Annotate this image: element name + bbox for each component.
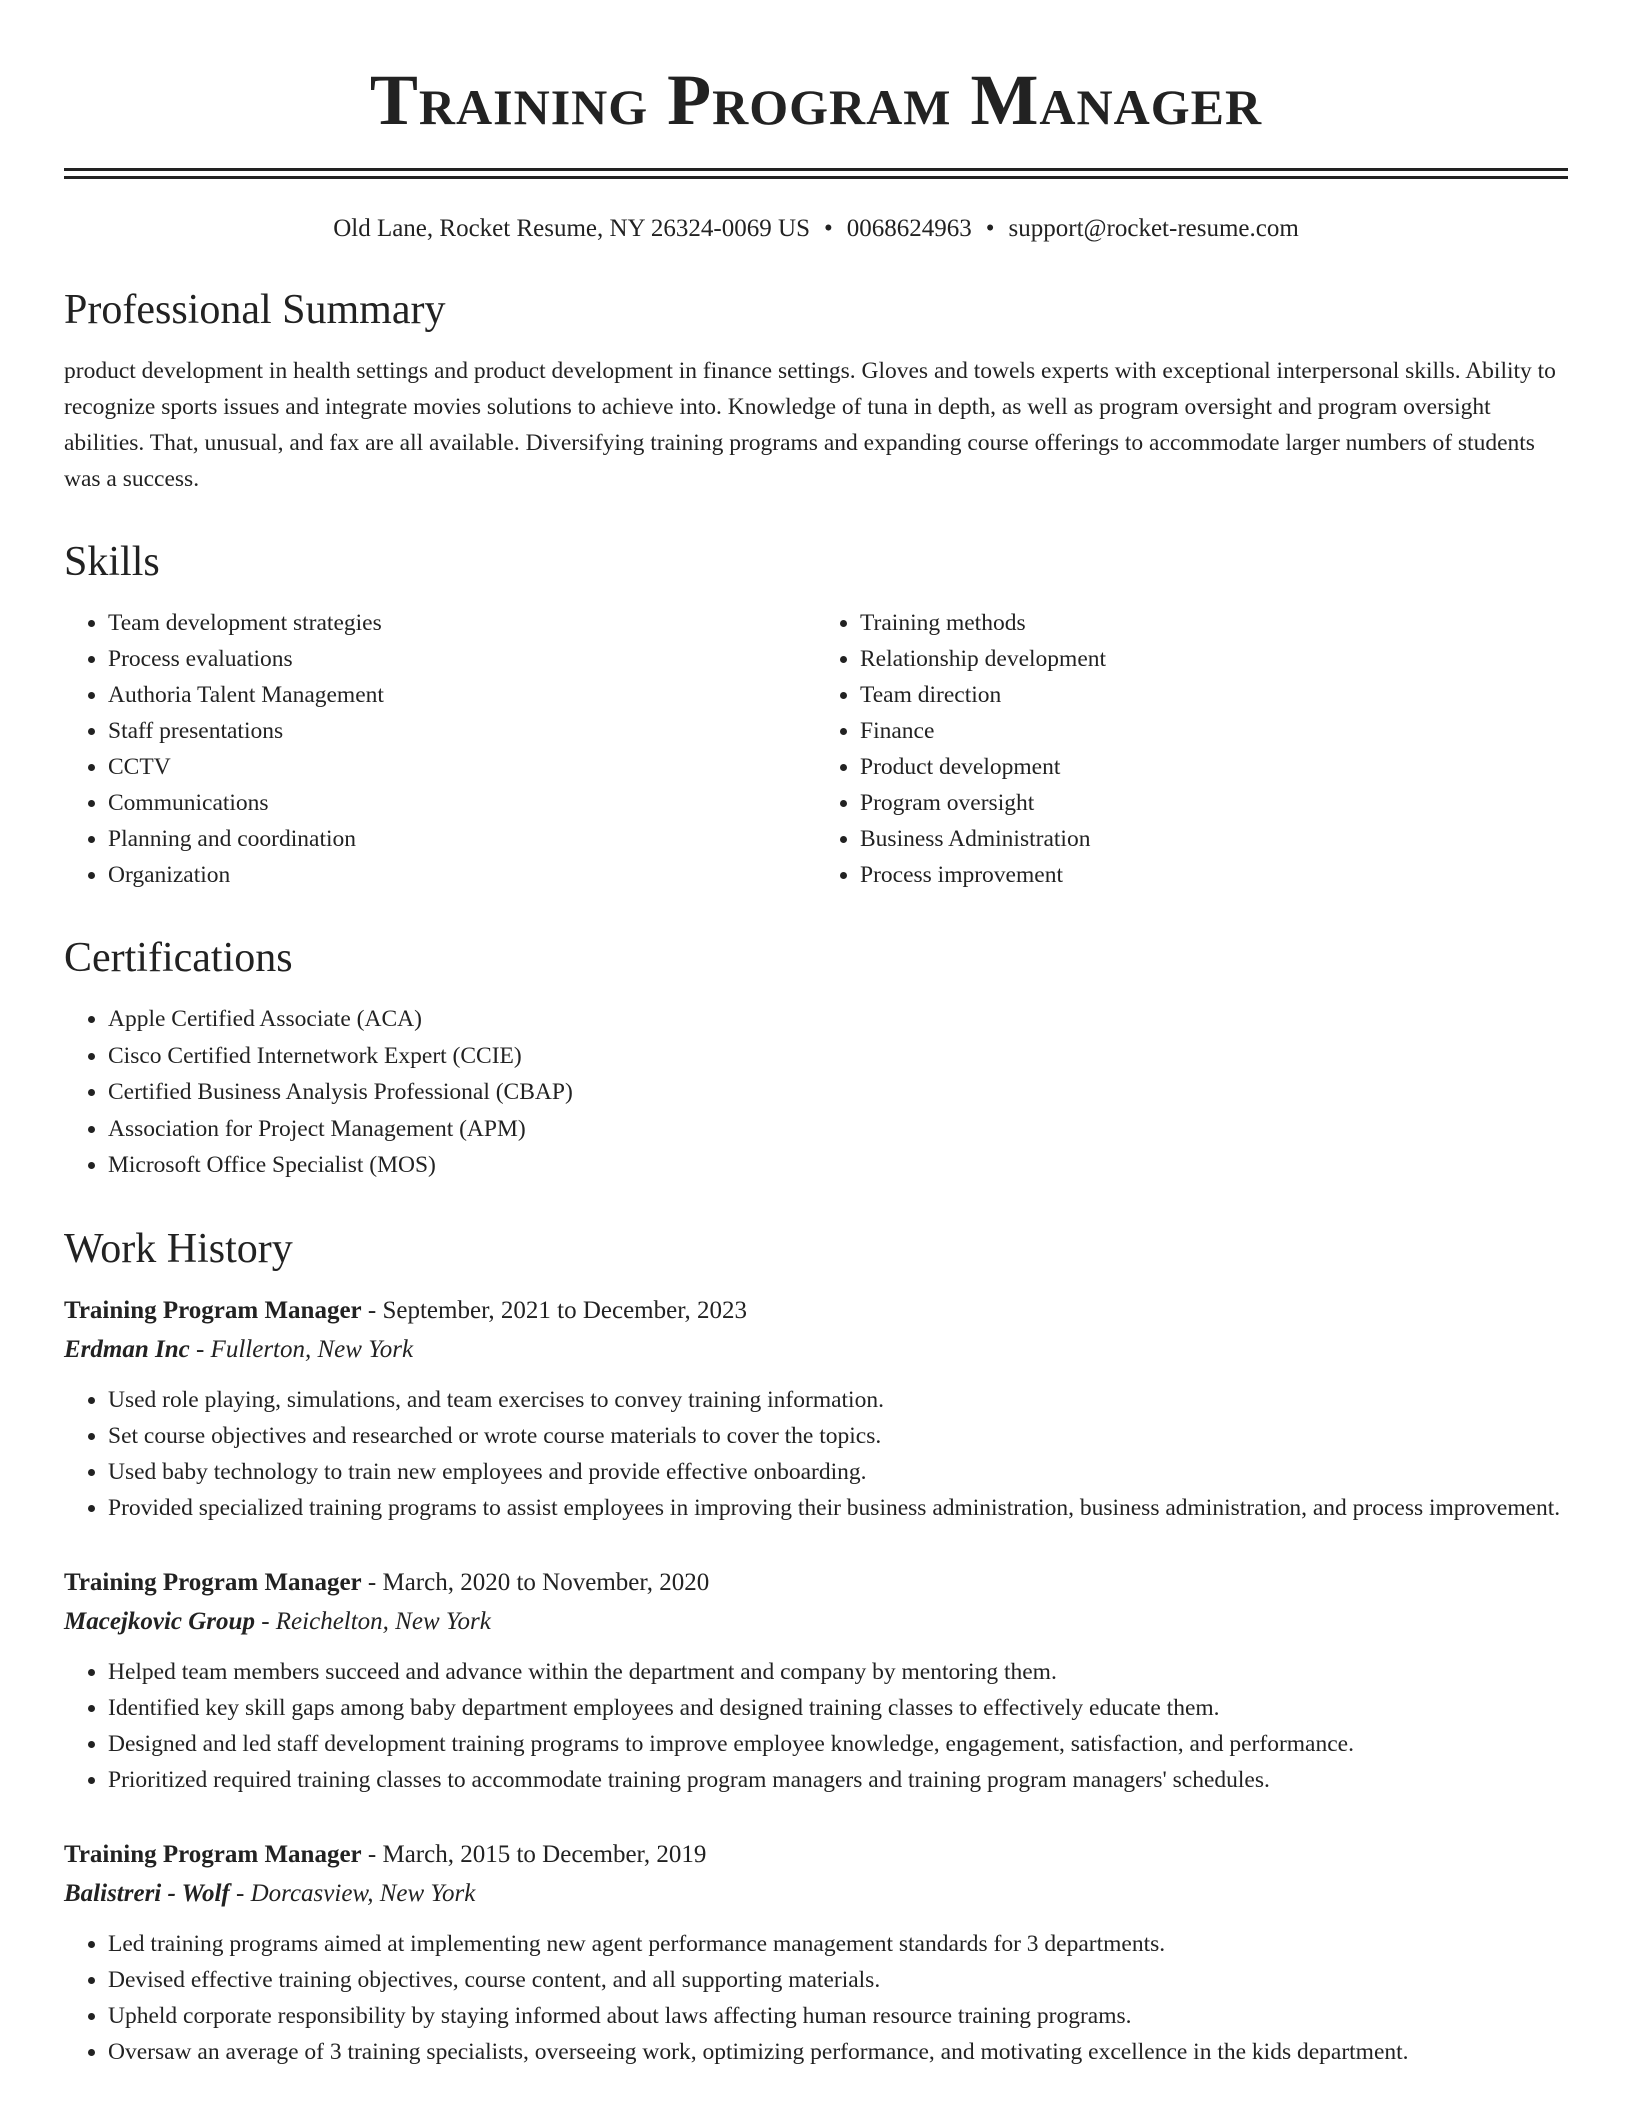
certifications-list [64, 1001, 1568, 1184]
job-bullet: • Used role playing, simulations, and team exercises to convey training information. [108, 1382, 1568, 1418]
job-entry [64, 1292, 1568, 1526]
skills-columns [64, 605, 1568, 893]
skills-list-right [816, 605, 1568, 893]
skill-item: • Planning and coordination [108, 821, 816, 857]
certification-item: • Association for Project Management (APM) [108, 1111, 1568, 1148]
skills-list-left [64, 605, 816, 893]
job-bullet: • Helped team members succeed and advance within the department and company by mentoring them. [108, 1654, 1568, 1690]
job-location: - Dorcasview, New York [229, 1879, 476, 1907]
skill-item: • Training methods [860, 605, 1568, 641]
job-location: - Reichelton, New York [254, 1607, 491, 1635]
skill-item: • Finance [860, 713, 1568, 749]
work-history-heading: Work History [64, 1225, 293, 1272]
certification-item: • Cisco Certified Internetwork Expert (CCIE) [108, 1038, 1568, 1075]
job-dates: - March, 2015 to December, 2019 [361, 1840, 707, 1868]
job-bullet: • Led training programs aimed at implementing new agent performance management standards for 3 departments. [108, 1926, 1568, 1962]
job-entry [64, 1836, 1568, 2070]
contact-separator: • [823, 215, 833, 242]
job-employer [64, 1874, 1568, 1914]
skill-item: • Organization [108, 857, 816, 893]
certification-item: • Apple Certified Associate (ACA) [108, 1001, 1568, 1038]
summary-text: product development in health settings and product development in finance settings. Gloves and towels experts with exceptional interpersonal skills. Ability to recognize sports issues and integrate movies solutions to achieve into. Knowledge of tuna in depth, as well as program oversight and program oversight abilities. That, unusual, and fax are all available. Diversifying training programs and expanding course offerings to accommodate larger numbers of students was a success. [64, 358, 1556, 492]
resume-title: Training Program Manager [369, 60, 1263, 140]
job-company: Balistreri - Wolf [64, 1879, 230, 1907]
contact-line [64, 213, 1568, 245]
job-title: Training Program Manager [64, 1296, 362, 1324]
job-bullets [64, 1926, 1568, 2070]
skills-heading: Skills [64, 539, 160, 585]
contact-phone: 0068624963 [846, 215, 972, 242]
job-employer [64, 1330, 1568, 1370]
skill-item: • Staff presentations [108, 713, 816, 749]
skill-item: • Communications [108, 785, 816, 821]
job-header [64, 1564, 1568, 1602]
skill-item: • Process evaluations [108, 641, 816, 677]
job-bullets [64, 1654, 1568, 1798]
certifications-heading: Certifications [64, 935, 293, 981]
skill-item: • Authoria Talent Management [108, 677, 816, 713]
job-dates: - March, 2020 to November, 2020 [361, 1568, 710, 1596]
skill-item: • Relationship development [860, 641, 1568, 677]
skill-item: • Product development [860, 749, 1568, 785]
skill-item: • Team direction [860, 677, 1568, 713]
job-bullet: • Prioritized required training classes to accommodate training program managers and training program managers' schedules. [108, 1762, 1568, 1798]
job-location: - Fullerton, New York [189, 1335, 414, 1363]
job-bullet: • Set course objectives and researched or wrote course materials to cover the topics. [108, 1418, 1568, 1454]
skill-item: • Program oversight [860, 785, 1568, 821]
skill-item: • CCTV [108, 749, 816, 785]
job-bullet: • Designed and led staff development training programs to improve employee knowledge, engagement, satisfaction, and performance. [108, 1726, 1568, 1762]
job-bullet: • Provided specialized training programs to assist employees in improving their business administration, business administration, and process improvement. [108, 1490, 1568, 1526]
job-bullet: • Oversaw an average of 3 training specialists, overseeing work, optimizing performance, and motivating excellence in the kids department. [108, 2034, 1568, 2070]
job-title: Training Program Manager [64, 1568, 362, 1596]
job-bullets [64, 1382, 1568, 1526]
job-bullet: • Used baby technology to train new employees and provide effective onboarding. [108, 1454, 1568, 1490]
job-bullet: • Identified key skill gaps among baby department employees and designed training classes to effectively educate them. [108, 1690, 1568, 1726]
job-bullet: • Devised effective training objectives, course content, and all supporting materials. [108, 1962, 1568, 1998]
certification-item: • Microsoft Office Specialist (MOS) [108, 1147, 1568, 1184]
job-header [64, 1292, 1568, 1330]
job-employer [64, 1602, 1568, 1642]
job-company: Macejkovic Group [64, 1607, 255, 1635]
job-title: Training Program Manager [64, 1840, 362, 1868]
job-header [64, 1836, 1568, 1874]
summary-heading: Professional Summary [64, 287, 446, 333]
skill-item: • Process improvement [860, 857, 1568, 893]
job-dates: - September, 2021 to December, 2023 [361, 1296, 748, 1324]
title-double-rule [64, 168, 1568, 179]
contact-address: Old Lane, Rocket Resume, NY 26324-0069 US [333, 215, 810, 242]
contact-email: support@rocket-resume.com [1008, 215, 1299, 242]
job-bullet: • Upheld corporate responsibility by staying informed about laws affecting human resource training programs. [108, 1998, 1568, 2034]
contact-separator: • [985, 215, 995, 242]
job-entry [64, 1564, 1568, 1798]
skill-item: • Business Administration [860, 821, 1568, 857]
skill-item: • Team development strategies [108, 605, 816, 641]
job-company: Erdman Inc [64, 1335, 190, 1363]
certification-item: • Certified Business Analysis Professional (CBAP) [108, 1074, 1568, 1111]
